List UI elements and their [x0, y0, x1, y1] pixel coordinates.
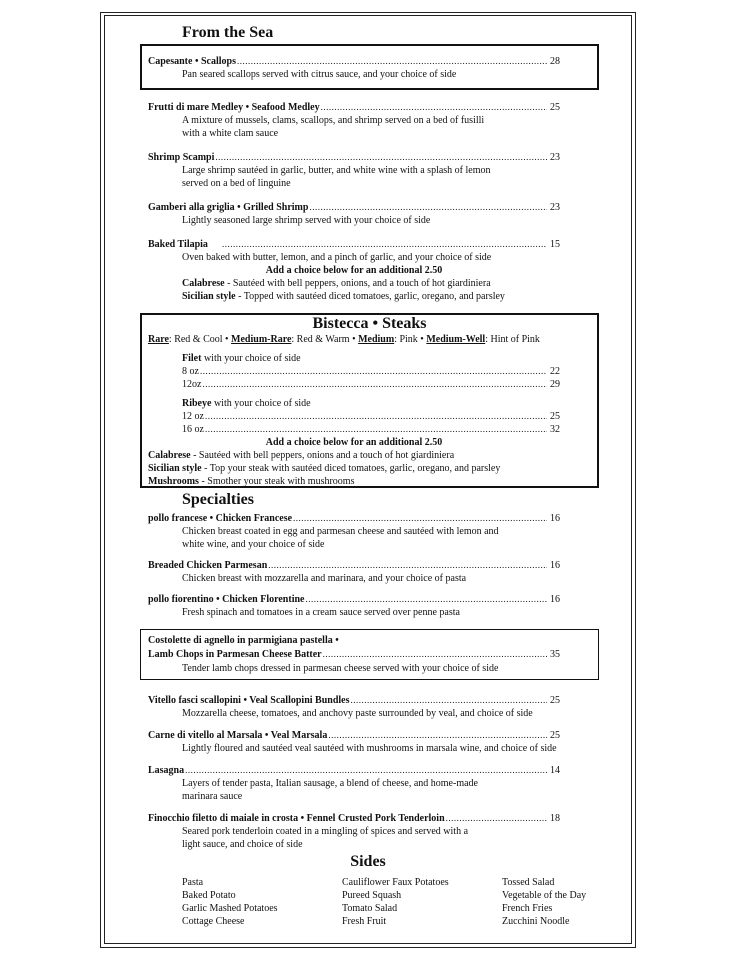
item-price: 15 — [550, 239, 560, 250]
addon-mushrooms: Mushrooms - Smother your steak with mushrooms — [148, 476, 355, 487]
menu-item-baked-tilapia — [148, 238, 560, 251]
side-item: Tossed Salad — [502, 877, 555, 888]
item-desc: Tender lamb chops dressed in parmesan cheese served with your choice of side — [182, 663, 499, 674]
item-desc: Chicken breast with mozzarella and marinara, and your choice of pasta — [182, 573, 467, 584]
steak-temperatures: Rare: Red & Cool • Medium-Rare: Red & Warm • Medium: Pink • Medium-Well: Hint of Pink — [148, 334, 540, 345]
menu-item-seafood-medley — [148, 101, 560, 114]
menu-item-chicken-florentine: pollo fiorentino • Chicken Florentine ..... 16 — [148, 593, 560, 606]
item-name: Baked Tilapia — [148, 239, 208, 250]
item-desc: Pan seared scallops served with citrus sauce, and your choice of side — [182, 69, 457, 80]
steak-size-row: 12oz ..... 29 — [182, 378, 560, 391]
section-title-steaks: Bistecca • Steaks — [312, 315, 427, 332]
item-desc: marinara sauce — [182, 791, 243, 802]
item-desc: Chicken breast coated in egg and parmesan cheese and sautéed with lemon and — [182, 526, 499, 537]
steak-size-row: 16 oz ..... 32 — [182, 423, 560, 436]
sides-column-2 — [342, 876, 449, 928]
side-item: Garlic Mashed Potatoes — [182, 903, 278, 914]
item-desc: Oven baked with butter, lemon, and a pinch of garlic, and your choice of side — [182, 252, 492, 263]
item-desc: light sauce, and choice of side — [182, 839, 303, 850]
item-desc: with a white clam sauce — [182, 128, 279, 139]
addon-sicilian: Sicilian style - Top your steak with sautéed diced tomatoes, garlic, oregano, and parsley — [148, 463, 501, 474]
steak-filet-title: Filet with your choice of side — [182, 353, 301, 364]
side-item: Pasta — [182, 877, 204, 888]
sides-column-1 — [182, 876, 278, 928]
menu-item-veal-scallopini: Vitello fasci scallopini • Veal Scallopini Bundles ..... 25 — [148, 694, 560, 707]
menu-item-lamb-chops: Lamb Chops in Parmesan Cheese Batter ..... 35 — [148, 648, 560, 661]
item-desc: served on a bed of linguine — [182, 178, 291, 189]
menu-item-grilled-shrimp — [148, 201, 560, 214]
sides-column-3 — [502, 876, 586, 928]
item-desc: Seared pork tenderloin coated in a mingling of spices and served with a — [182, 826, 469, 837]
item-price: 23 — [550, 202, 560, 213]
side-item: Baked Potato — [182, 890, 236, 901]
side-item: Pureed Squash — [342, 890, 402, 901]
item-price: 23 — [550, 152, 560, 163]
side-item: Cottage Cheese — [182, 916, 245, 927]
steak-size-row: 12 oz ..... 25 — [182, 410, 560, 423]
item-price: 25 — [550, 102, 560, 113]
side-item: Vegetable of the Day — [502, 890, 587, 901]
section-title-sides: Sides — [350, 853, 386, 870]
steak-ribeye-title: Ribeye with your choice of side — [182, 398, 311, 409]
menu-item-pork-tenderloin: Finocchio filetto di maiale in crosta • Fennel Crusted Pork Tenderloin ..... 18 — [148, 812, 560, 825]
item-desc: Layers of tender pasta, Italian sausage, a blend of cheese, and home-made — [182, 778, 478, 789]
menu-item-veal-marsala: Carne di vitello al Marsala • Veal Marsala ..... 25 — [148, 729, 560, 742]
item-desc: white wine, and your choice of side — [182, 539, 325, 550]
item-desc: A mixture of mussels, clams, scallops, and shrimp served on a bed of fusilli — [182, 115, 485, 126]
item-desc: Lightly floured and sautéed veal sautéed with mushrooms in marsala wine, and choice of side — [182, 743, 557, 754]
side-item: Cauliflower Faux Potatoes — [342, 877, 449, 888]
side-item: Tomato Salad — [342, 903, 398, 914]
section-title-specialties: Specialties — [182, 491, 254, 508]
addon-calabrese: Calabrese - Sautéed with bell peppers, onions and a touch of hot giardiniera — [148, 450, 455, 461]
item-name: Frutti di mare Medley • Seafood Medley — [148, 102, 320, 113]
menu-item-scallops — [148, 55, 560, 68]
item-desc: Large shrimp sautéed in garlic, butter, and white wine with a splash of lemon — [182, 165, 491, 176]
item-name-line1: Costolette di agnello in parmigiana pastella • — [148, 635, 339, 646]
side-item: Zucchini Noodle — [502, 916, 570, 927]
side-item: Fresh Fruit — [342, 916, 387, 927]
addon-calabrese: Calabrese - Sautéed with bell peppers, onions, and a touch of hot giardiniera — [182, 278, 491, 289]
item-desc: Mozzarella cheese, tomatoes, and anchovy paste surrounded by veal, and choice of side — [182, 708, 533, 719]
menu-item-lasagna: Lasagna ..... 14 — [148, 764, 560, 777]
menu-item-chicken-parmesan: Breaded Chicken Parmesan ..... 16 — [148, 559, 560, 572]
menu-item-chicken-francese: pollo francese • Chicken Francese ..... 16 — [148, 512, 560, 525]
item-name: Capesante • Scallops — [148, 56, 236, 67]
side-item: French Fries — [502, 903, 553, 914]
menu-item-shrimp-scampi — [148, 151, 560, 164]
addon-heading: Add a choice below for an additional 2.50 — [265, 437, 443, 448]
item-desc: Fresh spinach and tomatoes in a cream sauce served over penne pasta — [182, 607, 460, 618]
item-name: Gamberi alla griglia • Grilled Shrimp — [148, 202, 309, 213]
item-name: Shrimp Scampi — [148, 152, 215, 163]
addon-heading: Add a choice below for an additional 2.50 — [265, 265, 443, 276]
steak-size-row: 8 oz ..... 22 — [182, 365, 560, 378]
addon-sicilian: Sicilian style - Topped with sautéed diced tomatoes, garlic, oregano, and parsley — [182, 291, 505, 302]
section-title-sea: From the Sea — [182, 24, 274, 41]
item-price: 28 — [550, 56, 560, 67]
item-desc: Lightly seasoned large shrimp served with your choice of side — [182, 215, 431, 226]
